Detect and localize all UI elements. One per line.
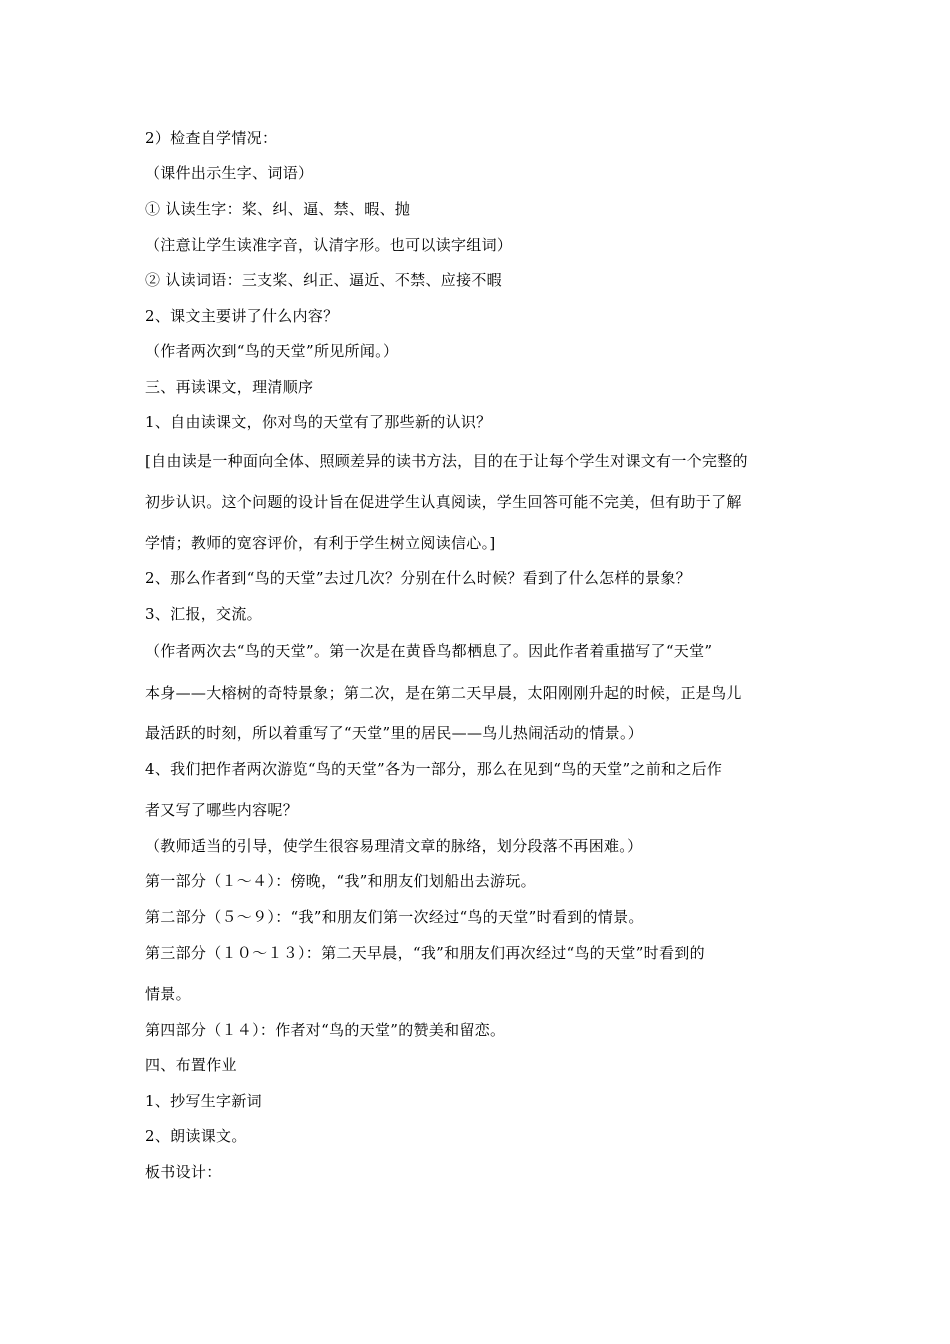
text-line: 1、抄写生字新词 — [145, 1092, 262, 1110]
text-line: 最活跃的时刻，所以着重写了“天堂”里的居民——鸟儿热闹活动的情景。） — [145, 724, 644, 742]
text-line: （作者两次去“鸟的天堂”。第一次是在黄昏鸟都栖息了。因此作者着重描写了“天堂” — [145, 642, 713, 660]
text-line: （作者两次到“鸟的天堂”所见所闻。） — [145, 342, 399, 360]
text-line: 第一部分（１～４）：傍晚，“我”和朋友们划船出去游玩。 — [145, 872, 536, 890]
section-heading: 四、布置作业 — [145, 1056, 237, 1074]
text-line: 第三部分（１０～１３）：第二天早晨，“我”和朋友们再次经过“鸟的天堂”时看到的 — [145, 944, 705, 962]
text-line: 2、那么作者到“鸟的天堂”去过几次？分别在什么时候？看到了什么怎样的景象？ — [145, 569, 691, 587]
section-heading: 三、再读课文，理清顺序 — [145, 378, 314, 396]
text-line: 1、自由读课文，你对鸟的天堂有了那些新的认识？ — [145, 413, 492, 431]
text-line: （课件出示生字、词语） — [145, 164, 314, 182]
text-line: ② 认读词语：三支桨、纠正、逼近、不禁、应接不暇 — [145, 271, 502, 289]
text-line: 4、我们把作者两次游览“鸟的天堂”各为一部分，那么在见到“鸟的天堂”之前和之后作 — [145, 760, 723, 778]
text-line: 第四部分（１４）：作者对“鸟的天堂”的赞美和留恋。 — [145, 1021, 506, 1039]
text-line: 2、课文主要讲了什么内容？ — [145, 307, 339, 325]
text-line: 初步认识。这个问题的设计旨在促进学生认真阅读，学生回答可能不完美，但有助于了解 — [145, 493, 742, 511]
text-line: 板书设计： — [145, 1163, 222, 1181]
text-line: ① 认读生字：桨、纠、逼、禁、暇、抛 — [145, 200, 411, 218]
text-line: 第二部分（５～９）：“我”和朋友们第一次经过“鸟的天堂”时看到的情景。 — [145, 908, 644, 926]
text-line: 本身——大榕树的奇特景象；第二次，是在第二天早晨，太阳刚刚升起的时候，正是鸟儿 — [145, 684, 742, 702]
text-line: （教师适当的引导，使学生很容易理清文章的脉络，划分段落不再困难。） — [145, 837, 643, 855]
text-line: 情景。 — [145, 985, 191, 1003]
text-line: 3、汇报，交流。 — [145, 605, 262, 623]
text-line: [自由读是一种面向全体、照顾差异的读书方法，目的在于让每个学生对课文有一个完整的 — [145, 452, 748, 470]
text-line: （注意让学生读准字音，认清字形。也可以读字组词） — [145, 236, 513, 254]
text-line: 学情；教师的宽容评价，有利于学生树立阅读信心。] — [145, 534, 496, 552]
text-line: 2）检查自学情况： — [145, 129, 278, 147]
text-line: 者又写了哪些内容呢？ — [145, 801, 299, 819]
text-line: 2、朗读课文。 — [145, 1127, 247, 1145]
